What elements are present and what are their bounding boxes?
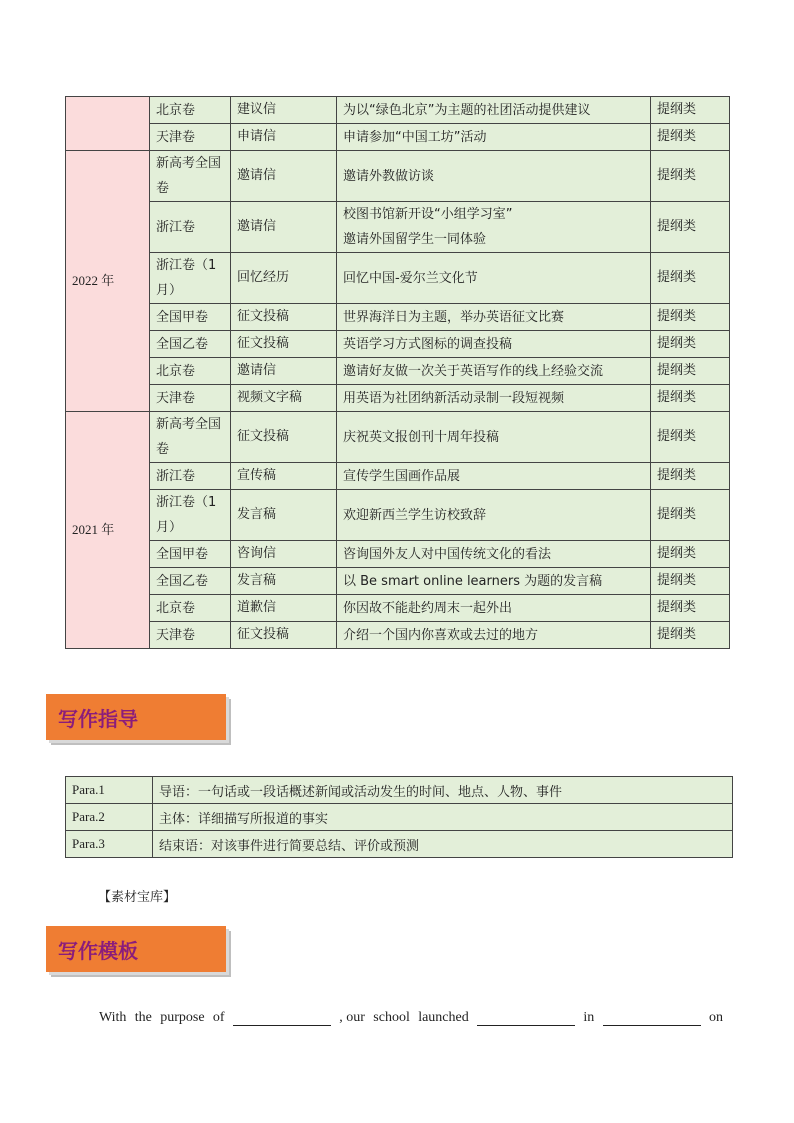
para-label: Para.1 (66, 777, 153, 804)
table-row (66, 253, 730, 304)
table-row (66, 463, 730, 490)
region-cell: 北京卷 (150, 97, 231, 124)
table-row (66, 490, 730, 541)
topic-line: 回忆中国-爱尔兰文化节 (343, 270, 478, 286)
topic-cell (337, 463, 651, 490)
table-row (66, 385, 730, 412)
type-cell: 回忆经历 (231, 253, 337, 304)
table-row (66, 595, 730, 622)
year-cell: 2021 年 (66, 412, 150, 649)
table-row (66, 804, 733, 831)
topic-line: 为以“绿色北京”为主题的社团活动提供建议 (343, 102, 591, 118)
category-cell: 提纲类 (651, 595, 730, 622)
topic-cell (337, 124, 651, 151)
para-label: Para.2 (66, 804, 153, 831)
topic-line: 用英语为社团纳新活动录制一段短视频 (343, 390, 565, 406)
region-cell: 浙江卷 (150, 463, 231, 490)
para-description: 结束语：对该事件进行简要总结、评价或预测 (153, 831, 733, 858)
region-cell: 浙江卷（1月） (150, 253, 231, 304)
type-cell: 发言稿 (231, 568, 337, 595)
region-cell: 北京卷 (150, 358, 231, 385)
template-word: With (99, 1010, 127, 1025)
writing-guide-table (65, 776, 733, 858)
topic-cell (337, 97, 651, 124)
table-row (66, 622, 730, 649)
region-cell: 天津卷 (150, 124, 231, 151)
year-cell (66, 97, 150, 151)
topic-line: 世界海洋日为主题，举办英语征文比赛 (343, 309, 565, 325)
category-cell: 提纲类 (651, 358, 730, 385)
template-word: school (373, 1010, 410, 1025)
type-cell: 申请信 (231, 124, 337, 151)
category-cell: 提纲类 (651, 253, 730, 304)
template-word: of (212, 1010, 225, 1025)
topic-cell (337, 358, 651, 385)
template-word: , our (339, 1010, 365, 1025)
template-word: on (708, 1010, 723, 1025)
table-row (66, 151, 730, 202)
topic-line: 邀请外教做访谈 (343, 168, 435, 184)
type-cell: 道歉信 (231, 595, 337, 622)
region-cell: 天津卷 (150, 622, 231, 649)
category-cell: 提纲类 (651, 412, 730, 463)
table-row (66, 541, 730, 568)
para-description: 导语：一句话或一段话概述新闻或活动发生的时间、地点、人物、事件 (153, 777, 733, 804)
category-cell: 提纲类 (651, 490, 730, 541)
writing-template-heading: 写作模板 (46, 926, 226, 972)
region-cell: 天津卷 (150, 385, 231, 412)
writing-guide-heading: 写作指导 (46, 694, 226, 740)
region-cell: 全国乙卷 (150, 568, 231, 595)
topic-line: 介绍一个国内你喜欢或去过的地方 (343, 627, 539, 643)
topic-cell (337, 331, 651, 358)
region-cell: 北京卷 (150, 595, 231, 622)
topic-cell (337, 490, 651, 541)
category-cell: 提纲类 (651, 304, 730, 331)
year-cell: 2022 年 (66, 151, 150, 412)
topic-line: 申请参加“中国工坊”活动 (343, 129, 487, 145)
table-row (66, 831, 733, 858)
topic-line: 欢迎新西兰学生访校致辞 (343, 507, 487, 523)
blank-line[interactable] (603, 1011, 701, 1026)
topic-cell (337, 202, 651, 253)
topic-line: 宣传学生国画作品展 (343, 468, 461, 484)
type-cell: 邀请信 (231, 202, 337, 253)
region-cell: 新高考全国卷 (150, 412, 231, 463)
topic-line: 咨询国外友人对中国传统文化的看法 (343, 546, 552, 562)
table-row (66, 568, 730, 595)
type-cell: 咨询信 (231, 541, 337, 568)
table-row (66, 202, 730, 253)
template-word: launched (418, 1010, 469, 1025)
category-cell: 提纲类 (651, 622, 730, 649)
topic-line: 庆祝英文报创刊十周年投稿 (343, 429, 500, 445)
category-cell: 提纲类 (651, 463, 730, 490)
category-cell: 提纲类 (651, 202, 730, 253)
material-bank-label: 【素材宝库】 (98, 890, 177, 905)
category-cell: 提纲类 (651, 541, 730, 568)
region-cell: 全国甲卷 (150, 304, 231, 331)
region-cell: 浙江卷（1月） (150, 490, 231, 541)
region-cell: 全国乙卷 (150, 331, 231, 358)
template-word: in (583, 1010, 595, 1025)
topic-cell (337, 595, 651, 622)
topic-line: 以 Be smart online learners 为题的发言稿 (343, 573, 603, 589)
category-cell: 提纲类 (651, 97, 730, 124)
exam-topics-table (65, 96, 730, 649)
type-cell: 视频文字稿 (231, 385, 337, 412)
type-cell: 征文投稿 (231, 304, 337, 331)
topic-line: 校图书馆新开设“小组学习室” (343, 207, 513, 222)
template-sentence (99, 1010, 723, 1026)
para-label: Para.3 (66, 831, 153, 858)
table-row (66, 331, 730, 358)
type-cell: 发言稿 (231, 490, 337, 541)
type-cell: 邀请信 (231, 358, 337, 385)
type-cell: 邀请信 (231, 151, 337, 202)
topic-line: 英语学习方式图标的调查投稿 (343, 336, 513, 352)
topic-line: 邀请外国留学生一同体验 (343, 232, 487, 247)
template-word: the (134, 1010, 152, 1025)
table-row (66, 358, 730, 385)
topic-line: 你因故不能赴约周末一起外出 (343, 600, 513, 616)
table-row (66, 97, 730, 124)
para-description: 主体：详细描写所报道的事实 (153, 804, 733, 831)
category-cell: 提纲类 (651, 151, 730, 202)
category-cell: 提纲类 (651, 385, 730, 412)
topic-cell (337, 151, 651, 202)
topic-cell (337, 568, 651, 595)
topic-cell (337, 304, 651, 331)
type-cell: 征文投稿 (231, 622, 337, 649)
table-row (66, 412, 730, 463)
category-cell: 提纲类 (651, 568, 730, 595)
template-word: purpose (160, 1010, 205, 1025)
region-cell: 新高考全国卷 (150, 151, 231, 202)
topic-cell (337, 385, 651, 412)
topic-cell (337, 622, 651, 649)
blank-line[interactable] (477, 1011, 575, 1026)
region-cell: 浙江卷 (150, 202, 231, 253)
type-cell: 建议信 (231, 97, 337, 124)
type-cell: 征文投稿 (231, 412, 337, 463)
region-cell: 全国甲卷 (150, 541, 231, 568)
category-cell: 提纲类 (651, 331, 730, 358)
category-cell: 提纲类 (651, 124, 730, 151)
type-cell: 宣传稿 (231, 463, 337, 490)
type-cell: 征文投稿 (231, 331, 337, 358)
table-row (66, 777, 733, 804)
topic-cell (337, 412, 651, 463)
topic-line: 邀请好友做一次关于英语写作的线上经验交流 (343, 363, 604, 379)
table-row (66, 124, 730, 151)
table-row (66, 304, 730, 331)
topic-cell (337, 541, 651, 568)
topic-cell (337, 253, 651, 304)
blank-line[interactable] (233, 1011, 331, 1026)
